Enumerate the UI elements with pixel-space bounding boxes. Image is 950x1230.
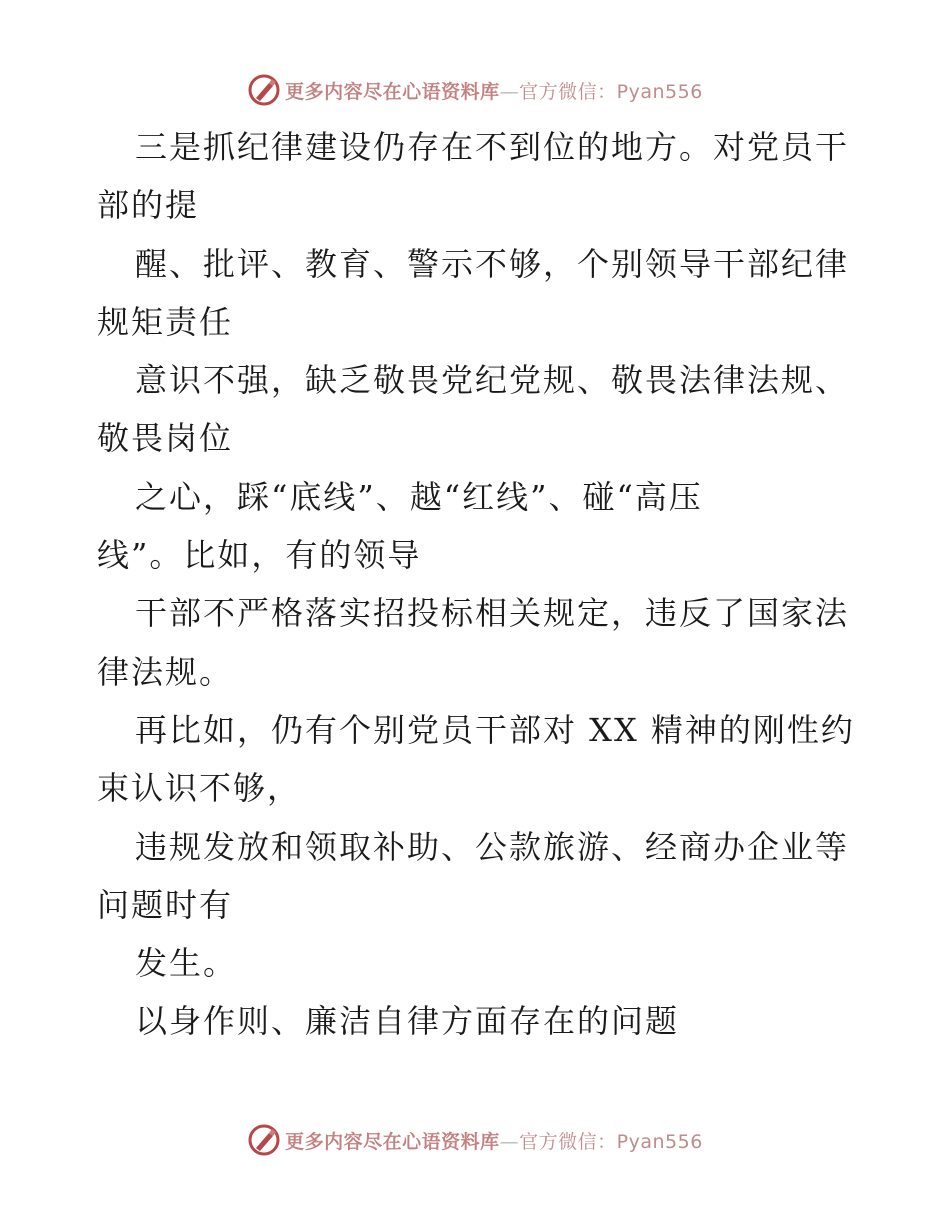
- watermark-dash: —: [499, 80, 520, 103]
- header-watermark: [0, 70, 950, 110]
- paragraph-line: 部的提: [97, 186, 200, 225]
- paragraph-line: 律法规。: [97, 652, 234, 691]
- paragraph-line: 再比如，仍有个别党员干部对 XX 精神的刚性约: [135, 710, 855, 749]
- paragraph-line: 线”。比如，有的领导: [97, 536, 422, 575]
- watermark-dash: —: [499, 1130, 520, 1153]
- paragraph-line: 意识不强，缺乏敬畏党纪党规、敬畏法律法规、: [135, 361, 850, 400]
- pen-circle-logo-icon: [247, 1123, 281, 1157]
- paragraph-line: 违规发放和领取补助、公款旅游、经商办企业等: [135, 827, 850, 866]
- paragraph-line: 问题时有: [97, 885, 234, 924]
- paragraph-line: 束认识不够，: [97, 769, 302, 808]
- document-body: [97, 118, 857, 1051]
- watermark-contact: 官方微信：Pyan556: [519, 80, 703, 103]
- paragraph-line: 干部不严格落实招投标相关规定，违反了国家法: [135, 594, 850, 633]
- paragraph-line: 规矩责任: [97, 302, 234, 341]
- paragraph-line: 发生。: [135, 944, 238, 983]
- watermark-contact: 官方微信：Pyan556: [519, 1130, 703, 1153]
- paragraph-line: 三是抓纪律建设仍存在不到位的地方。对党员干: [135, 128, 850, 166]
- footer-watermark: [0, 1120, 950, 1160]
- pen-circle-logo-icon: [247, 73, 281, 107]
- paragraph-line: 敬畏岗位: [97, 419, 234, 458]
- paragraph-line: 醒、批评、教育、警示不够，个别领导干部纪律: [135, 244, 850, 283]
- paragraph-line: 之心，踩“底线”、越“红线”、碰“高压: [135, 477, 703, 516]
- section-heading: 以身作则、廉洁自律方面存在的问题: [135, 1002, 680, 1041]
- watermark-brand: 更多内容尽在心语资料库: [285, 80, 500, 103]
- watermark-brand: 更多内容尽在心语资料库: [285, 1130, 500, 1153]
